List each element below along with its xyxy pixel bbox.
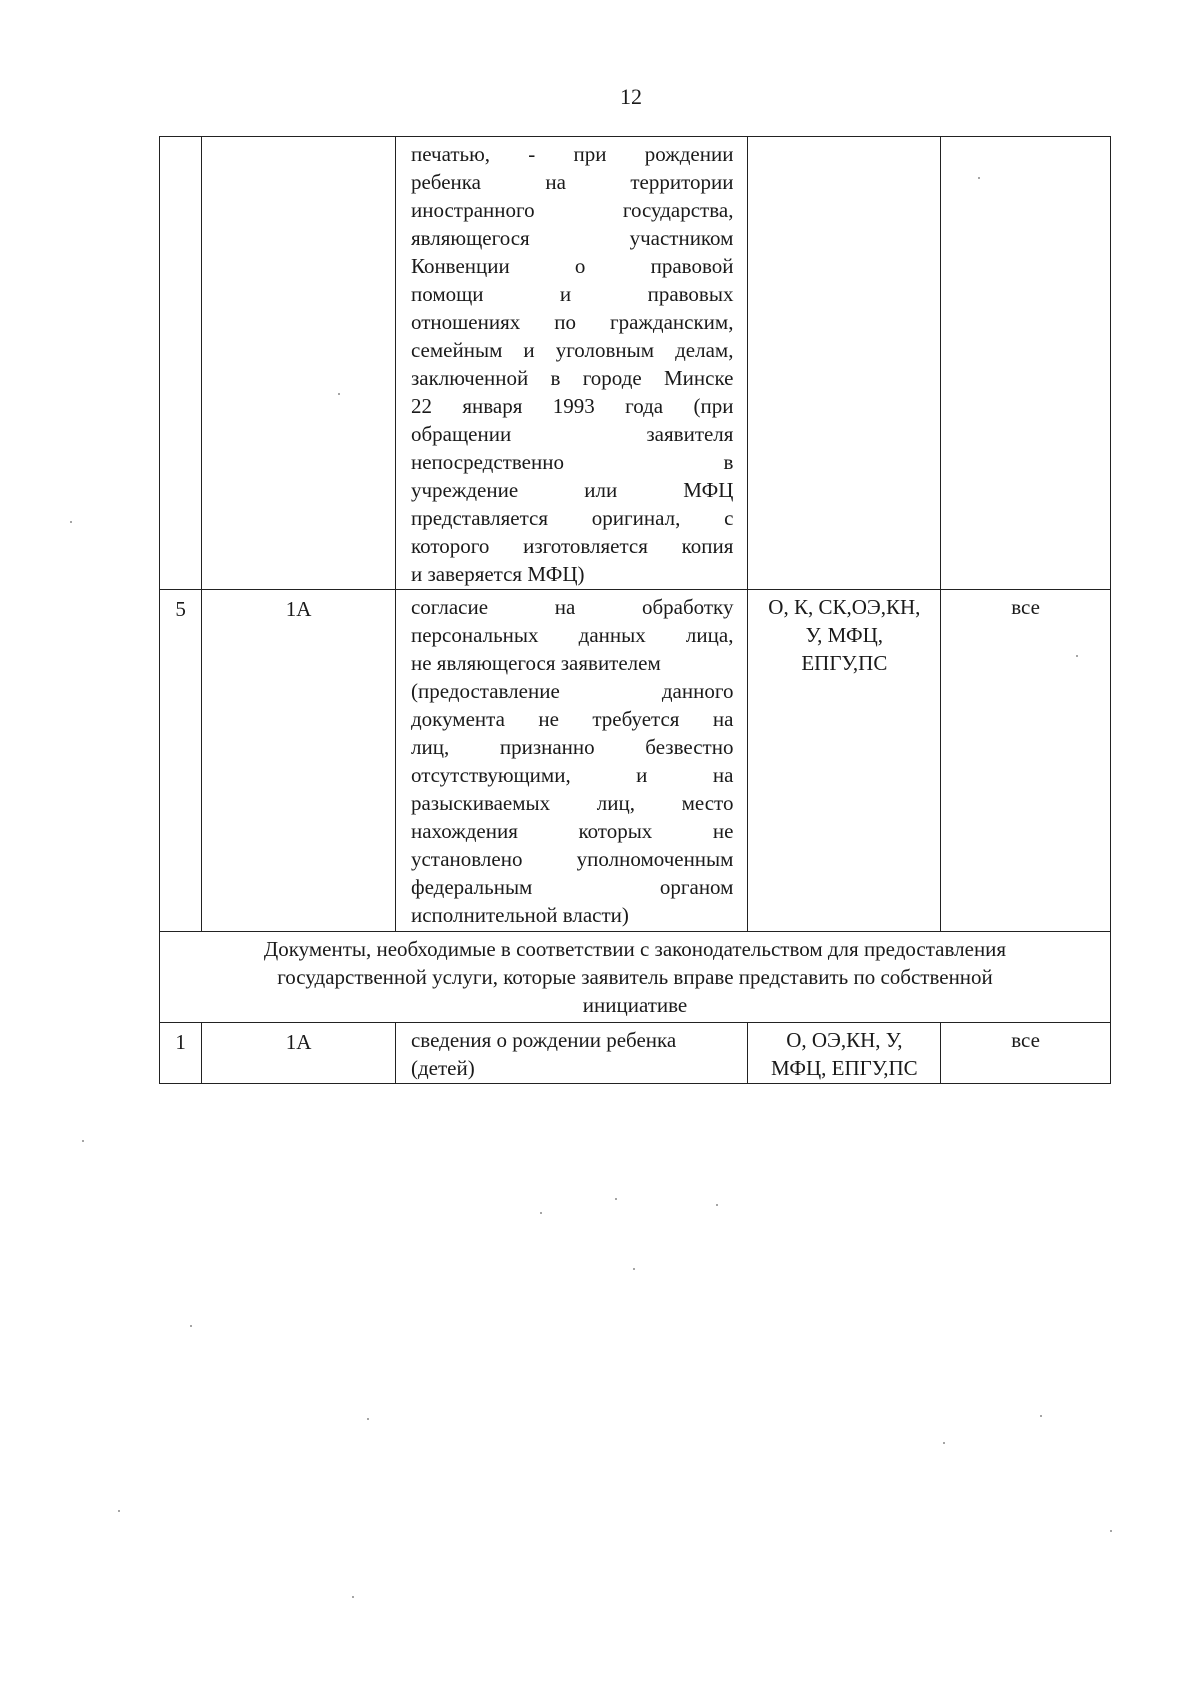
scan-speck bbox=[352, 1596, 354, 1598]
scan-speck bbox=[82, 1140, 84, 1142]
scan-speck bbox=[540, 1212, 542, 1214]
description-line: исполнительной власти) bbox=[410, 903, 629, 927]
section-heading-line: инициативе bbox=[582, 993, 688, 1017]
description-line: и заверяется МФЦ) bbox=[410, 562, 585, 586]
channels-line: МФЦ, ЕПГУ,ПС bbox=[771, 1056, 918, 1080]
scan-speck bbox=[615, 1198, 617, 1200]
description-line: отношениях по гражданским, bbox=[410, 310, 734, 334]
section-heading-row bbox=[160, 932, 1111, 1023]
description-line: ребенка на территории bbox=[410, 170, 734, 194]
description-line: учреждение или МФЦ bbox=[410, 478, 734, 502]
description-line: являющегося участником bbox=[410, 226, 734, 250]
description-line: персональных данных лица, bbox=[410, 623, 734, 647]
applicant-categories-cell: все bbox=[941, 1023, 1111, 1084]
channels-line: ЕПГУ,ПС bbox=[801, 651, 888, 675]
document-description-cell bbox=[395, 1023, 747, 1084]
description-line: печатью, - при рождении bbox=[410, 142, 734, 166]
category-code-cell: 1А bbox=[202, 590, 396, 932]
page-number: 12 bbox=[620, 84, 642, 109]
applicant-categories-cell: все bbox=[941, 590, 1111, 932]
scan-speck bbox=[190, 1325, 192, 1327]
description-line: федеральным органом bbox=[410, 875, 734, 899]
row-number-cell: 5 bbox=[160, 590, 202, 932]
channels-line: У, МФЦ, bbox=[805, 623, 884, 647]
submission-channels-cell bbox=[748, 1023, 941, 1084]
section-heading-line: государственной услуги, которые заявитель вправе представить по собственной bbox=[277, 965, 993, 989]
scan-speck bbox=[978, 177, 980, 179]
description-line: помощи и правовых bbox=[410, 282, 734, 306]
description-line: разыскиваемых лиц, место bbox=[410, 791, 734, 815]
description-line: (детей) bbox=[410, 1056, 475, 1080]
description-line: (предоставление данного bbox=[410, 679, 734, 703]
section-heading-line: Документы, необходимые в соответствии с законодательством для предоставления bbox=[263, 937, 1007, 961]
scan-speck bbox=[716, 1204, 718, 1206]
description-line: документа не требуется на bbox=[410, 707, 734, 731]
submission-channels-cell bbox=[748, 137, 941, 590]
scan-speck bbox=[367, 1418, 369, 1420]
description-line: 22 января 1993 года (при bbox=[410, 394, 734, 418]
description-line: непосредственно в bbox=[410, 450, 734, 474]
document-description-cell bbox=[395, 590, 747, 932]
description-line: согласие на обработку bbox=[410, 595, 734, 619]
category-code-cell bbox=[202, 137, 396, 590]
row-number-cell bbox=[160, 137, 202, 590]
description-line: представляется оригинал, с bbox=[410, 506, 734, 530]
scan-speck bbox=[338, 393, 340, 395]
channels-line: О, ОЭ,КН, У, bbox=[786, 1028, 903, 1052]
description-line: не являющегося заявителем bbox=[410, 651, 661, 675]
description-line: заключенной в городе Минске bbox=[410, 366, 734, 390]
scan-speck bbox=[943, 1442, 945, 1444]
description-line: которого изготовляется копия bbox=[410, 534, 734, 558]
scan-speck bbox=[1076, 655, 1078, 657]
description-line: сведения о рождении ребенка bbox=[410, 1028, 677, 1052]
document-description-cell bbox=[395, 137, 747, 590]
submission-channels-cell bbox=[748, 590, 941, 932]
scan-speck bbox=[1110, 1530, 1112, 1532]
description-line: лиц, признанно безвестно bbox=[410, 735, 734, 759]
row-number-cell: 1 bbox=[160, 1023, 202, 1084]
description-line: нахождения которых не bbox=[410, 819, 734, 843]
description-line: Конвенции о правовой bbox=[410, 254, 734, 278]
scan-speck bbox=[118, 1510, 120, 1512]
description-line: отсутствующими, и на bbox=[410, 763, 734, 787]
applicant-categories-cell bbox=[941, 137, 1111, 590]
description-line: иностранного государства, bbox=[410, 198, 734, 222]
documents-table bbox=[159, 136, 1111, 1084]
scan-speck bbox=[1040, 1415, 1042, 1417]
channels-line: О, К, СК,ОЭ,КН, bbox=[768, 595, 921, 619]
scan-speck bbox=[633, 1268, 635, 1270]
scan-speck bbox=[70, 521, 72, 523]
table-row-5 bbox=[160, 590, 1111, 932]
description-line: обращении заявителя bbox=[410, 422, 734, 446]
table-row-1 bbox=[160, 1023, 1111, 1084]
category-code-cell: 1А bbox=[202, 1023, 396, 1084]
description-line: семейным и уголовным делам, bbox=[410, 338, 734, 362]
section-heading bbox=[160, 932, 1111, 1023]
description-line: установлено уполномоченным bbox=[410, 847, 734, 871]
table-row-continued bbox=[160, 137, 1111, 590]
